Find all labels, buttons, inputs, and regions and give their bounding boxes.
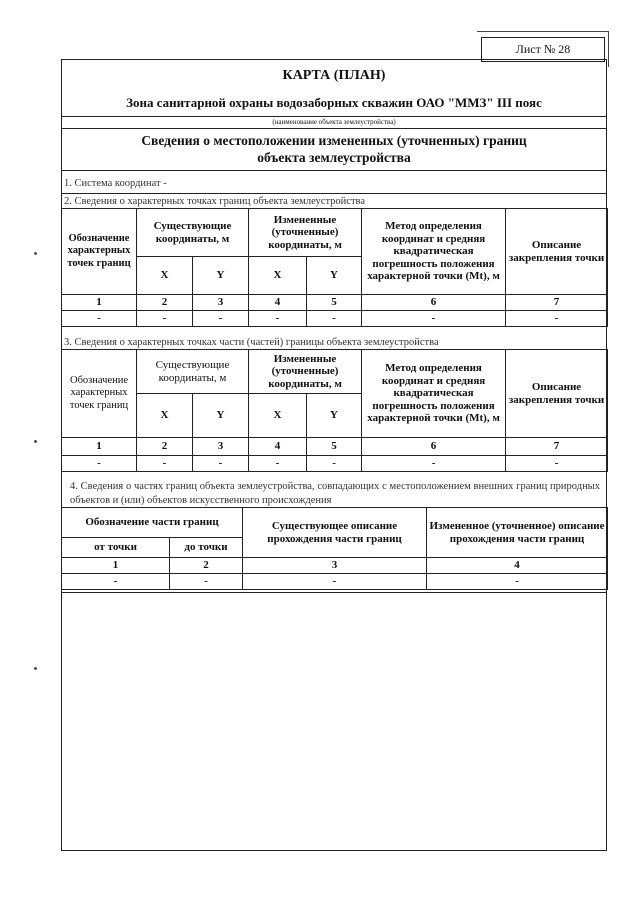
y-header: Y	[193, 257, 249, 295]
column-number: 2	[137, 438, 193, 456]
table-cell: -	[243, 574, 427, 590]
divider	[61, 116, 607, 117]
table-cell: -	[62, 574, 170, 590]
point-designation-header: Обозначение характерных точек границ	[62, 209, 137, 295]
x-header: X	[137, 394, 193, 438]
table-row	[62, 311, 608, 327]
y-header: Y	[193, 394, 249, 438]
section-heading: Сведения о местоположении измененных (уточненных) границ объекта землеустройства	[141, 133, 527, 165]
section4-table	[61, 507, 608, 590]
column-number: 7	[506, 438, 608, 456]
column-number: 1	[62, 295, 137, 311]
method-header: Метод определения координат и средняя квадратическая погрешность положения характерной точки (Mt), м	[362, 209, 506, 295]
table-cell: -	[307, 311, 362, 327]
changed-description-header: Измененное (уточненное) описание прохождения части границ	[427, 508, 608, 558]
table-cell: -	[506, 456, 608, 472]
table-cell: -	[506, 311, 608, 327]
table-cell: -	[170, 574, 243, 590]
table-row	[62, 295, 608, 311]
section4-label: 4. Сведения о частях границ объекта землеустройства, совпадающих с местоположением внешних границ природных объектов и (или) объектов искусственного происхождения	[70, 481, 600, 506]
table-row	[62, 574, 608, 590]
column-number: 1	[62, 558, 170, 574]
table-cell: -	[249, 456, 307, 472]
table-cell: -	[137, 456, 193, 472]
table-cell: -	[193, 456, 249, 472]
column-number: 4	[249, 438, 307, 456]
divider	[61, 170, 607, 171]
fixing-header: Описание закрепления точки	[506, 209, 608, 295]
column-number: 5	[307, 295, 362, 311]
table-row	[62, 456, 608, 472]
column-number: 6	[362, 438, 506, 456]
coordinate-system-label: 1. Система координат -	[64, 178, 167, 189]
column-number: 3	[193, 295, 249, 311]
y-header: Y	[307, 394, 362, 438]
binding-hole-mark	[34, 667, 37, 670]
point-designation-header: Обозначение характерных точек границ	[62, 350, 137, 438]
fixing-header: Описание закрепления точки	[506, 350, 608, 438]
table-cell: -	[362, 311, 506, 327]
y-header: Y	[307, 257, 362, 295]
table-cell: -	[307, 456, 362, 472]
column-number: 2	[137, 295, 193, 311]
column-number: 4	[427, 558, 608, 574]
to-point-header: до точки	[170, 538, 243, 558]
existing-coords-header: Существующие координаты, м	[137, 350, 249, 394]
section2-table	[61, 208, 608, 327]
column-number: 1	[62, 438, 137, 456]
column-number: 7	[506, 295, 608, 311]
sheet-number: Лист № 28	[481, 37, 605, 62]
table-row	[62, 558, 608, 574]
part-designation-header: Обозначение части границ	[62, 508, 243, 538]
column-number: 6	[362, 295, 506, 311]
changed-coords-header: Измененные (уточненные) координаты, м	[249, 209, 362, 257]
from-point-header: от точки	[62, 538, 170, 558]
section3-label: 3. Сведения о характерных точках части (частей) границы объекта землеустройства	[64, 337, 439, 348]
changed-coords-header: Измененные (уточненные) координаты, м	[249, 350, 362, 394]
section2-label: 2. Сведения о характерных точках границ объекта землеустройства	[64, 196, 366, 207]
divider	[61, 128, 607, 129]
x-header: X	[137, 257, 193, 295]
column-number: 2	[170, 558, 243, 574]
object-name: Зона санитарной охраны водозаборных скважин ОАО "ММЗ" III пояс	[126, 95, 542, 110]
binding-hole-mark	[34, 252, 37, 255]
column-number: 5	[307, 438, 362, 456]
table-cell: -	[62, 456, 137, 472]
x-header: X	[249, 394, 307, 438]
method-header: Метод определения координат и средняя квадратическая погрешность положения характерной точки (Mt), м	[362, 350, 506, 438]
table-cell: -	[249, 311, 307, 327]
object-name-caption: (наименование объекта землеустройства)	[272, 118, 396, 126]
x-header: X	[249, 257, 307, 295]
divider	[61, 193, 607, 194]
table-cell: -	[193, 311, 249, 327]
existing-description-header: Существующее описание прохождения части границ	[243, 508, 427, 558]
column-number: 4	[249, 295, 307, 311]
section3-table	[61, 349, 608, 472]
binding-hole-mark	[34, 440, 37, 443]
column-number: 3	[193, 438, 249, 456]
table-row	[62, 438, 608, 456]
table-cell: -	[362, 456, 506, 472]
column-number: 3	[243, 558, 427, 574]
divider	[61, 592, 607, 593]
table-cell: -	[137, 311, 193, 327]
document-title: КАРТА (ПЛАН)	[282, 68, 386, 83]
existing-coords-header: Существующие координаты, м	[137, 209, 249, 257]
table-cell: -	[62, 311, 137, 327]
table-cell: -	[427, 574, 608, 590]
